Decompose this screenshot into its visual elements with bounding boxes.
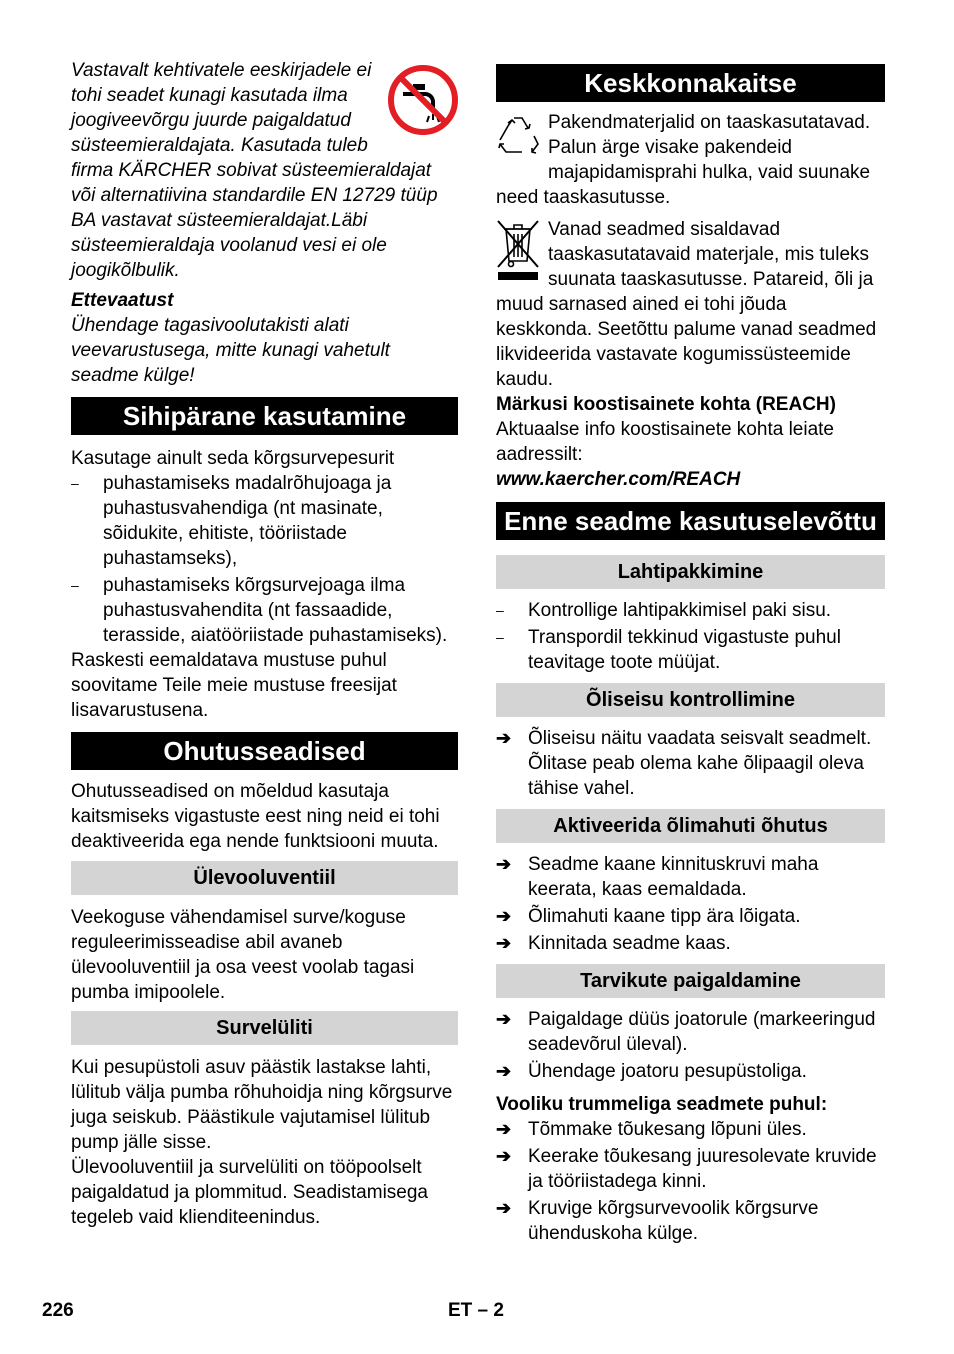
reach-title: Märkusi koostisainete kohta (REACH) [496,394,836,415]
subsection-title-pressure-switch: Survelüliti [71,1011,458,1045]
list-item: ➔ Kinnitada seadme kaas. [496,933,731,954]
arrow-icon: ➔ [496,1061,512,1081]
pressure-switch-text: Kui pesupüstoli asuv päästik lastakse lahti, lülitub välja pumba rõhuhoidja ning kõrgsurve juga seiskub. Päästikule vajutamisel lülitub pump jälle sisse. [71,1057,453,1153]
caution-text: Ühendage tagasivoolutakisti alati veevarustusega, mitte kunagi vahetult seadme külge! [71,315,390,386]
arrow-icon: ➔ [496,1119,512,1139]
intended-use-list [71,471,458,648]
left-column [71,58,458,1230]
subsection-title-accessories: Tarvikute paigaldamine [496,964,885,998]
overflow-valve-text: Veekoguse vähendamisel surve/koguse reguleerimisseadise abil avaneb ülevooluventiil ja osa veest voolab tagasi pumba imipoolele. [71,907,415,1003]
list-item: ➔ Õliseisu näitu vaadata seisvalt seadmelt. Õlitase peab olema kahe õlipaagil oleva tähise vahel. [496,728,872,799]
safety-devices-text: Ohutusseadised on mõeldud kasutaja kaitsmiseks vigastuste eest ning neid ei tohi deaktiveerida ega nende funktsiooni muuta. [71,781,440,852]
pressure-switch-text-2: Ülevooluventiil ja survelüliti on tööpoolselt paigaldatud ja plommitud. Seadistamisega tegeleb vaid klienditeenindus. [71,1157,428,1228]
unpacking-list [496,598,885,675]
right-column [496,64,885,1246]
reach-url-link[interactable]: www.kaercher.com/REACH [496,469,741,490]
intended-use-intro: Kasutage ainult seda kõrgsurvepesurit [71,448,395,469]
list-item: – Kontrollige lahtipakkimisel paki sisu. [496,600,832,621]
arrow-icon: ➔ [496,728,512,748]
accessories-list [496,1007,885,1084]
reach-text: Aktuaalse info koostisainete kohta leiate aadressilt: [496,419,834,465]
page-number: 226 [42,1300,74,1321]
list-item: ➔ Ühendage joatoru pesupüstoliga. [496,1061,807,1082]
oil-vent-list [496,852,885,956]
list-item: – puhastamiseks madalrõhujoaga ja puhastusvahendiga (nt masinate, sõidukite, ehitiste, tööriistade puhastamseks), [71,473,392,569]
list-item: ➔ Õlimahuti kaane tipp ära lõigata. [496,906,801,927]
no-drinking-water-icon [387,64,459,143]
section-title-before-use [496,502,885,540]
subsection-title-oil-vent: Aktiveerida õlimahuti õhutus [496,809,885,843]
arrow-icon: ➔ [496,1009,512,1029]
section-title-before-use-label: Enne seadme kasutuselevõttu [504,506,877,536]
language-page-label: ET – 2 [448,1300,504,1321]
hose-reel-list [496,1117,885,1246]
arrow-icon: ➔ [496,933,512,953]
section-title-safety-devices: Ohutusseadised [71,732,458,770]
arrow-icon: ➔ [496,1146,512,1166]
list-item: ➔ Keerake tõukesang juuresolevate kruvide ja tööriistadega kinni. [496,1146,877,1192]
recycle-icon [496,114,540,163]
subsection-title-unpacking: Lahtipakkimine [496,555,885,589]
recycle-text: Pakendmaterjalid on taaskasutatavad. Palun ärge visake pakendeid majapidamisprahi hulka, vaid suunake need taaskasutusse. [496,112,871,208]
arrow-icon: ➔ [496,1198,512,1218]
warning-block [71,58,458,283]
section-title-intended-use: Sihipärane kasutamine [71,397,458,435]
oil-check-list [496,726,885,801]
section-title-environment: Keskkonnakaitse [496,64,885,102]
hose-reel-title: Vooliku trummeliga seadmete puhul: [496,1094,828,1115]
weee-text: Vanad seadmed sisaldavad taaskasutatavaid materjale, mis tuleks suunata taaskasutusse. Patareid, õli ja muud sarnased ained ei tohi jõuda keskkonda. Seetõttu palume vanad seadmed likvideerida vastavate kogumissüsteemide kaudu. [496,219,877,390]
arrow-icon: ➔ [496,854,512,874]
list-item: ➔ Paigaldage düüs joatorule (markeeringud seadevõrul üleval). [496,1009,876,1055]
list-item: ➔ Seadme kaane kinnituskruvi maha keerata, kaas eemaldada. [496,854,819,900]
warning-text: Vastavalt kehtivatele eeskirjadele ei tohi seadet kunagi kasutada ilma joogiveevõrgu juurde paigaldatud süsteemieraldajata. Kasutada tuleb firma KÄRCHER sobivat süsteemieraldajat või alternatiivina standardile EN 12729 tüüp BA vastavat süsteemieraldajat.Läbi süsteemieraldaja voolanud vesi ei ole joogikõlbulik. [71,60,438,281]
intended-use-outro: Raskesti eemaldatava mustuse puhul soovitame Teile meie mustuse freesijat lisavarustusena. [71,650,397,721]
subsection-title-oil-check: Õliseisu kontrollimine [496,683,885,717]
arrow-icon: ➔ [496,906,512,926]
list-item: ➔ Tõmmake tõukesang lõpuni üles. [496,1119,807,1140]
weee-block [496,217,885,392]
list-item: ➔ Kruvige kõrgsurvevoolik kõrgsurve ühenduskoha külge. [496,1198,819,1244]
caution-label: Ettevaatust [71,290,174,311]
recycle-block [496,110,885,210]
crossed-bin-icon [496,219,540,288]
list-item: – Transpordil tekkinud vigastuste puhul teavitage toote müüjat. [496,627,841,673]
list-item: – puhastamiseks kõrgsurvejoaga ilma puhastusvahendita (nt fassaadide, terasside, aiatööriistade puhastamiseks). [71,575,448,646]
subsection-title-overflow-valve: Ülevooluventiil [71,861,458,895]
